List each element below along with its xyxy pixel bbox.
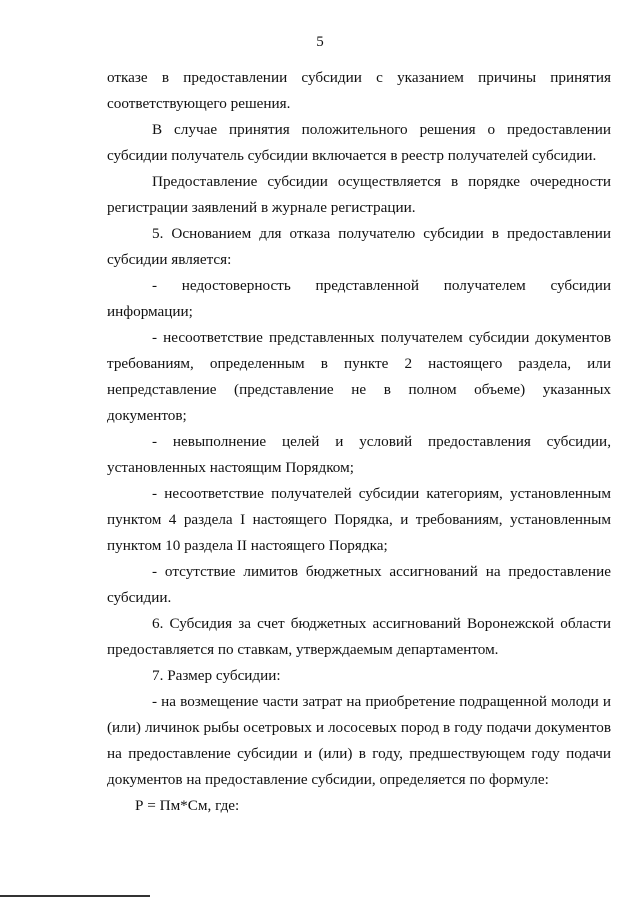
list-item-goals-not-met: - невыполнение целей и условий предоставления субсидии, установленных настоящим Порядком; [107, 433, 611, 476]
paragraph-order-of-provision: Предоставление субсидии осуществляется в порядке очередности регистрации заявлений в журнале регистрации. [107, 173, 611, 216]
paragraph-refusal-grounds: 5. Основанием для отказа получателю субсидии в предоставлении субсидии является: [107, 225, 611, 268]
list-item-no-budget-limits: - отсутствие лимитов бюджетных ассигнований на предоставление субсидии. [107, 563, 611, 606]
footnote-divider [0, 895, 150, 897]
document-body [107, 65, 611, 819]
list-item-documents-mismatch: - несоответствие представленных получателем субсидии документов требованиям, определенным в пункте 2 настоящего раздела, или непредставление (представление не в полном объеме) указанных документов; [107, 329, 611, 424]
paragraph-subsidy-size: 7. Размер субсидии: [152, 667, 281, 684]
page-number: 5 [316, 34, 324, 50]
paragraph-cost-reimbursement: - на возмещение части затрат на приобретение подращенной молоди и (или) личинок рыбы осетровых и лососевых пород в году подачи документов на предоставление субсидии и (или) в году, предшествующем году подачи документов на предоставление субсидии, определяется по формуле: [107, 693, 611, 788]
list-item-category-mismatch: - несоответствие получателей субсидии категориям, установленным пунктом 4 раздела I настоящего Порядка, и требованиям, установленным пунктом 10 раздела II настоящего Порядка; [107, 485, 611, 554]
list-item-unreliable-info: - недостоверность представленной получателем субсидии информации; [107, 277, 611, 320]
paragraph-registry-inclusion: В случае принятия положительного решения о предоставлении субсидии получатель субсидии включается в реестр получателей субсидии. [107, 121, 611, 164]
formula-line: Р = Пм*См, где: [135, 797, 240, 814]
paragraph-subsidy-rates: 6. Субсидия за счет бюджетных ассигнований Воронежской области предоставляется по ставкам, утверждаемым департаментом. [107, 615, 611, 658]
paragraph-continuation: отказе в предоставлении субсидии с указанием причины принятия соответствующего решения. [107, 69, 611, 112]
